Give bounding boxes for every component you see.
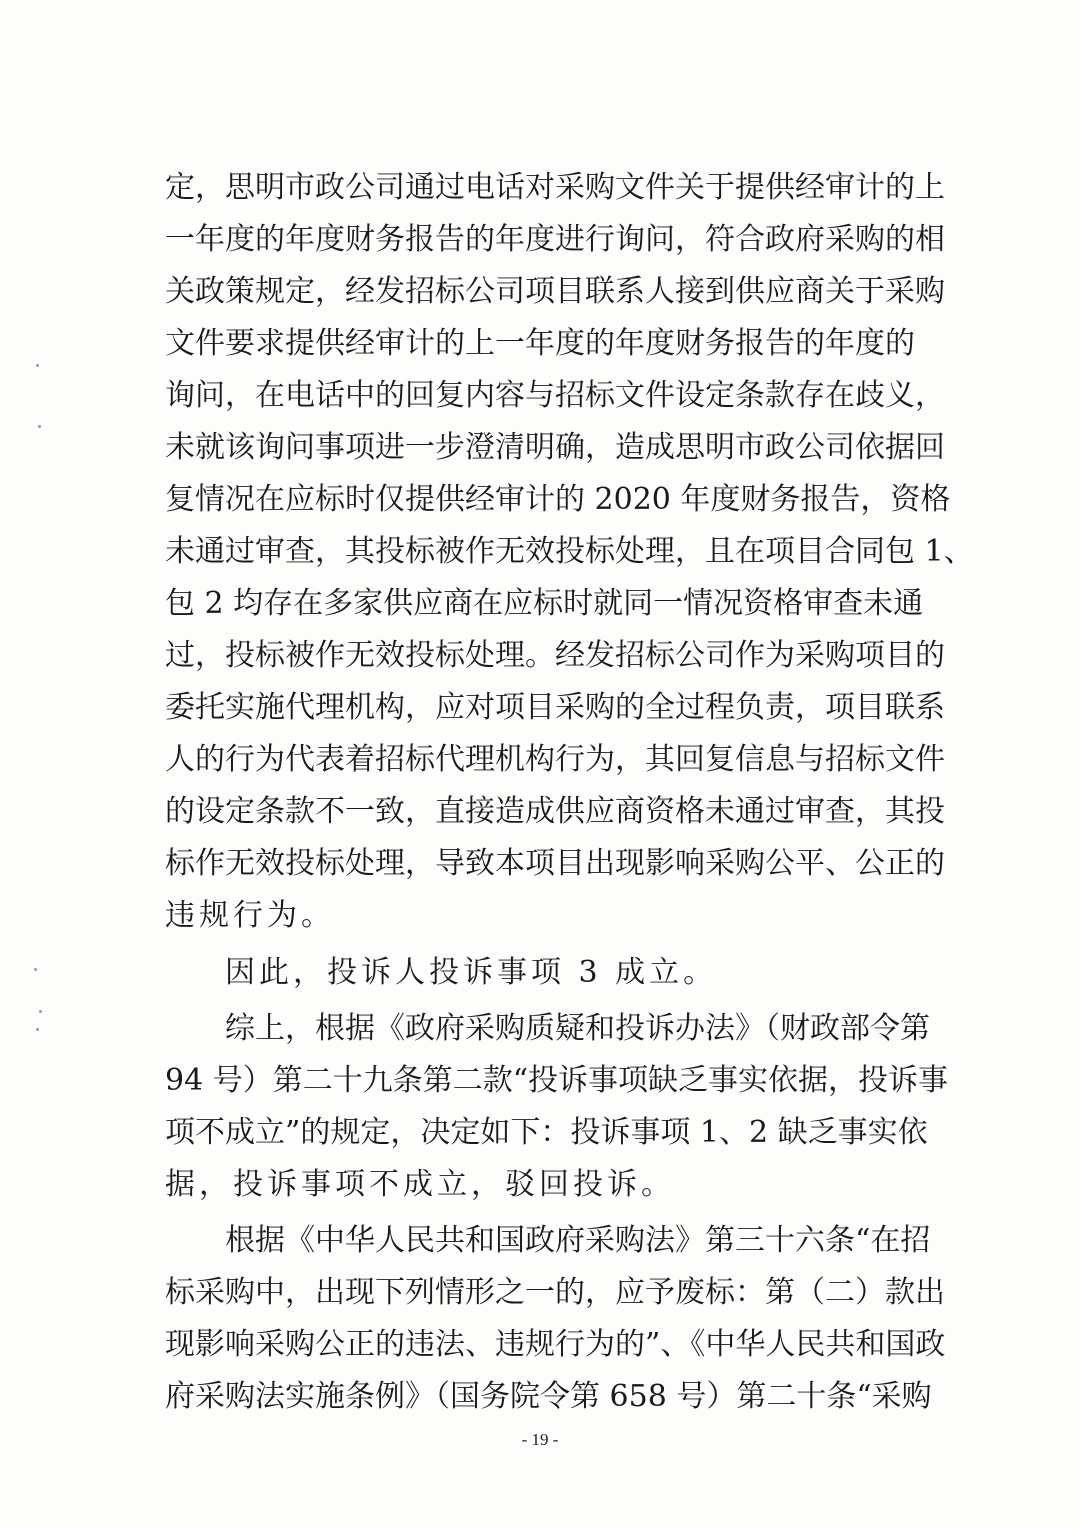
scan-speck: [34, 968, 37, 971]
text-line: 标作无效投标处理，导致本项目出现影响采购公平、公正的: [165, 846, 945, 881]
text-line: 项不成立”的规定，决定如下：投诉事项 1、2 缺乏事实依: [165, 1115, 928, 1150]
page-number: - 19 -: [521, 1430, 559, 1449]
text-line: 府采购法实施条例》（国务院令第 658 号）第二十条“采购: [165, 1379, 932, 1414]
paragraph-first-line: 因此，投诉人投诉事项 3 成立。: [225, 955, 718, 990]
scan-speck: [36, 364, 39, 367]
text-line: 人的行为代表着招标代理机构行为，其回复信息与招标文件: [165, 742, 945, 777]
paragraph-first-line: 综上，根据《政府采购质疑和投诉办法》（财政部令第: [225, 1011, 930, 1046]
text-line: 94 号）第二十九条第二款“投诉事项缺乏事实依据，投诉事: [165, 1063, 949, 1098]
scan-speck: [39, 1010, 42, 1013]
text-line: 一年度的年度财务报告的年度进行询问，符合政府采购的相: [165, 222, 945, 257]
text-line: 据，投诉事项不成立，驳回投诉。: [165, 1167, 675, 1202]
text-line: 违规行为。: [165, 898, 335, 933]
text-line: 复情况在应标时仅提供经审计的 2020 年度财务报告，资格: [165, 482, 951, 517]
text-line: 过，投标被作无效投标处理。经发招标公司作为采购项目的: [165, 638, 945, 673]
text-line: 包 2 均存在多家供应商在应标时就同一情况资格审查未通: [165, 586, 924, 621]
scan-speck: [38, 425, 41, 428]
text-line: 文件要求提供经审计的上一年度的年度财务报告的年度的: [165, 326, 915, 361]
text-line: 关政策规定，经发招标公司项目联系人接到供应商关于采购: [165, 274, 945, 309]
text-line: 的设定条款不一致，直接造成供应商资格未通过审查，其投: [165, 794, 945, 829]
text-line: 定，思明市政公司通过电话对采购文件关于提供经审计的上: [165, 170, 945, 205]
text-line: 现影响采购公正的违法、违规行为的”、《中华人民共和国政: [165, 1327, 946, 1362]
text-line: 未就该询问事项进一步澄清明确，造成思明市政公司依据回: [165, 430, 945, 465]
text-line: 未通过审查，其投标被作无效投标处理，且在项目合同包 1、: [165, 534, 974, 569]
paragraph-first-line: 根据《中华人民共和国政府采购法》第三十六条“在招: [225, 1223, 931, 1258]
scan-speck: [36, 1028, 39, 1031]
text-line: 委托实施代理机构，应对项目采购的全过程负责，项目联系: [165, 690, 945, 725]
text-line: 标采购中，出现下列情形之一的，应予废标：第（二）款出: [165, 1275, 945, 1310]
text-line: 询问，在电话中的回复内容与招标文件设定条款存在歧义，: [165, 378, 945, 413]
